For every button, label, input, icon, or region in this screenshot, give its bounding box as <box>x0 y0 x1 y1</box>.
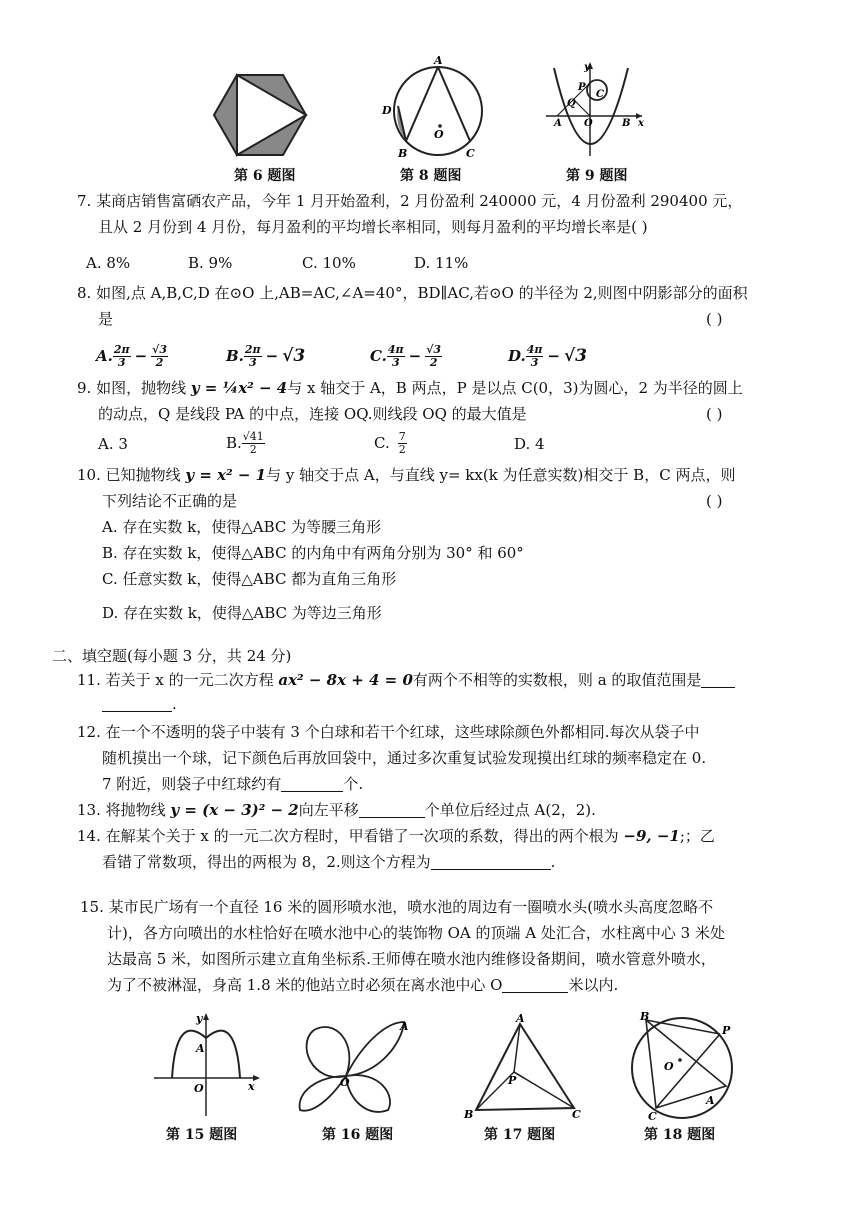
q14-answer-blank[interactable] <box>431 853 551 870</box>
q8-d-tail: √3 <box>564 346 588 366</box>
q8-b-op: − <box>265 347 279 365</box>
svg-text:A: A <box>554 118 562 129</box>
q8-option-b-letter: B. <box>226 347 244 365</box>
q8-a-den2: 2 <box>155 355 164 369</box>
q11-line2 <box>102 694 177 714</box>
svg-text:D: D <box>382 104 392 117</box>
q15-line3: 达最高 5 米，如图所示建立直角坐标系.王师傅在喷水池内维修设备期间，喷水管意外喷水， <box>107 950 716 968</box>
q7-option-d: D. 11% <box>414 254 469 272</box>
figure-9-caption: 第 9 题图 <box>566 168 628 184</box>
q13-answer-blank[interactable] <box>359 801 425 818</box>
q7-line1: 7. 某商店销售富硒农产品，今年 1 月开始盈利，2 月份盈利 240000 元，4 月份盈利 290400 元， <box>77 192 743 210</box>
figure-15-fountain <box>152 1012 262 1120</box>
section-2-title: 二、填空题(每小题 3 分，共 24 分) <box>52 647 292 665</box>
q13-line <box>77 800 596 820</box>
svg-text:A: A <box>400 1020 409 1033</box>
q11-line1-post: 有两个不相等的实数根，则 a 的取值范围是 <box>412 671 702 689</box>
q14-line1-pre: 14. 在解某个关于 x 的一元二次方程时，甲看错了一次项的系数，得出的两个根为 <box>77 827 624 845</box>
svg-text:y: y <box>584 62 590 73</box>
q13-mid: 向左平移 <box>298 801 359 819</box>
figure-6-hexagon <box>212 70 308 160</box>
svg-text:O: O <box>584 118 593 129</box>
q12-answer-blank[interactable] <box>281 775 343 792</box>
svg-text:B: B <box>398 147 408 160</box>
q14-line2 <box>102 852 555 872</box>
q13-equation: y = (x − 3)² − 2 <box>170 801 299 819</box>
svg-text:C: C <box>596 89 604 100</box>
svg-text:C: C <box>648 1110 657 1122</box>
q10-equation: y = x² − 1 <box>185 466 267 484</box>
q8-option-b <box>226 340 305 372</box>
q11-answer-blank-1[interactable] <box>701 671 735 688</box>
svg-text:O: O <box>664 1060 674 1073</box>
svg-text:O: O <box>194 1082 204 1095</box>
q14-line2-pre: 看错了常数项，得出的两根为 8，2.则这个方程为 <box>102 853 431 871</box>
q9-b-den: 2 <box>249 442 257 456</box>
q10-line2: 下列结论不正确的是 <box>102 492 238 510</box>
q10-option-b: B. 存在实数 k，使得△ABC 的内角中有两角分别为 30° 和 60° <box>102 544 524 562</box>
q8-d-num1: 4π <box>526 342 543 356</box>
q9-option-c-letter: C. <box>374 434 390 452</box>
q7-option-c: C. 10% <box>302 254 356 272</box>
q9-b-num: √41 <box>242 429 264 443</box>
svg-text:x: x <box>638 118 644 129</box>
svg-text:B: B <box>622 118 631 129</box>
q8-option-a <box>96 340 168 372</box>
q9-equation: y = ¼x² − 4 <box>190 379 288 397</box>
q12-line2: 随机摸出一个球，记下颜色后再放回袋中，通过多次重复试验发现摸出红球的频率稳定在 0. <box>102 749 707 767</box>
q9-option-a: A. 3 <box>98 435 128 453</box>
q8-line1: 8. 如图,点 A,B,C,D 在⊙O 上,AB=AC,∠A=40°，BD∥AC,若⊙O 的半径为 2,则图中阴影部分的面积 <box>77 284 748 302</box>
figure-8-circle <box>376 56 496 162</box>
svg-text:x: x <box>248 1080 255 1093</box>
svg-text:P: P <box>578 82 586 93</box>
q11-line1 <box>77 670 735 690</box>
q9-line1-pre: 9. 如图，抛物线 <box>77 379 191 397</box>
q10-line1-pre: 10. 已知抛物线 <box>77 466 186 484</box>
q12-line3-pre: 7 附近，则袋子中红球约有 <box>102 775 282 793</box>
q10-line1-post: 与 y 轴交于点 A，与直线 y= kx(k 为任意实数)相交于 B，C 两点，则 <box>266 466 736 484</box>
svg-text:A: A <box>516 1014 525 1025</box>
q8-answer-paren: ( ) <box>706 310 723 328</box>
q9-option-b <box>226 427 265 459</box>
q10-option-c: C. 任意实数 k，使得△ABC 都为直角三角形 <box>102 570 397 588</box>
q9-answer-paren: ( ) <box>706 405 723 423</box>
q8-option-d <box>508 340 587 372</box>
svg-text:P: P <box>722 1024 731 1037</box>
q8-option-d-letter: D. <box>508 347 526 365</box>
q8-line2: 是 <box>98 310 114 328</box>
figure-17-triangle <box>462 1014 586 1120</box>
svg-text:Q: Q <box>567 98 576 109</box>
q8-c-op: − <box>408 347 422 365</box>
q14-line1-post: ;；乙 <box>679 827 715 845</box>
q13-pre: 13. 将抛物线 <box>77 801 171 819</box>
q11-line2-end: . <box>172 695 177 713</box>
q9-option-d: D. 4 <box>514 435 545 453</box>
q8-c-num2: √3 <box>426 342 442 356</box>
q15-line1: 15. 某市民广场有一个直径 16 米的圆形喷水池，喷水池的周边有一圈喷水头(喷水头高度忽略不 <box>80 898 714 916</box>
q8-a-num2: √3 <box>152 342 168 356</box>
q8-c-den1: 3 <box>391 355 400 369</box>
q9-option-b-letter: B. <box>226 434 242 452</box>
q8-option-c-letter: C. <box>370 347 387 365</box>
q9-line2: 的动点，Q 是线段 PA 的中点，连接 OQ.则线段 OQ 的最大值是 <box>98 405 527 423</box>
svg-text:B: B <box>464 1108 474 1120</box>
q12-line3-post: 个. <box>343 775 364 793</box>
svg-text:O: O <box>434 128 444 141</box>
q10-answer-paren: ( ) <box>706 492 723 510</box>
svg-text:C: C <box>572 1108 581 1120</box>
q8-b-den1: 3 <box>248 355 257 369</box>
figure-16-petals <box>292 1014 412 1120</box>
svg-text:A: A <box>706 1094 715 1107</box>
svg-text:B: B <box>640 1012 650 1023</box>
figure-18-circle <box>626 1012 744 1122</box>
q8-d-op: − <box>547 347 560 365</box>
q10-line1 <box>77 465 735 485</box>
q15-line4 <box>107 975 618 995</box>
q11-answer-blank-2[interactable] <box>102 695 172 712</box>
q14-roots: −9, −1 <box>623 827 680 845</box>
q9-option-c <box>374 427 407 459</box>
q8-b-tail: √3 <box>282 346 306 366</box>
q7-option-a: A. 8% <box>86 254 131 272</box>
q8-c-num1: 4π <box>387 342 404 356</box>
figure-18-caption: 第 18 题图 <box>644 1127 716 1143</box>
figure-17-caption: 第 17 题图 <box>484 1127 556 1143</box>
svg-text:O: O <box>340 1076 350 1089</box>
q14-line2-post: . <box>550 853 556 871</box>
figure-9-parabola <box>542 60 646 160</box>
q8-option-a-letter: A. <box>96 347 113 365</box>
q15-line4-pre: 为了不被淋湿，身高 1.8 米的他站立时必须在离水池中心 O <box>107 976 503 994</box>
q9-line1 <box>77 378 743 398</box>
q9-line1-post: 与 x 轴交于 A，B 两点，P 是以点 C(0，3)为圆心，2 为半径的圆上 <box>287 379 743 397</box>
svg-text:A: A <box>434 56 443 67</box>
q12-line1: 12. 在一个不透明的袋子中装有 3 个白球和若干个红球，这些球除颜色外都相同.每次从袋子中 <box>77 723 700 741</box>
q10-option-d: D. 存在实数 k，使得△ABC 为等边三角形 <box>102 604 382 622</box>
q10-option-a: A. 存在实数 k，使得△ABC 为等腰三角形 <box>102 518 382 536</box>
q8-c-den2: 2 <box>429 355 438 369</box>
figure-15-caption: 第 15 题图 <box>166 1127 238 1143</box>
q8-option-c <box>370 340 442 372</box>
q15-line4-post: 米以内. <box>568 976 619 994</box>
q12-line3 <box>102 774 363 794</box>
q8-a-op: − <box>134 347 148 365</box>
svg-text:P: P <box>508 1074 517 1087</box>
q15-line2: 计)，各方向喷出的水柱恰好在喷水池中心的装饰物 OA 的顶端 A 处汇合，水柱离中心 3 米处 <box>107 924 725 942</box>
q8-b-num1: 2π <box>244 342 261 356</box>
figure-8-caption: 第 8 题图 <box>400 168 462 184</box>
q13-post: 个单位后经过点 A(2，2). <box>424 801 596 819</box>
q11-line1-pre: 11. 若关于 x 的一元二次方程 <box>77 671 279 689</box>
q14-line1 <box>77 826 715 846</box>
q7-line2: 且从 2 月份到 4 月份，每月盈利的平均增长率相同，则每月盈利的平均增长率是( ) <box>98 218 648 236</box>
q8-a-den1: 3 <box>117 355 126 369</box>
q7-option-b: B. 9% <box>188 254 233 272</box>
q8-a-num1: 2π <box>113 342 130 356</box>
q8-d-den1: 3 <box>530 355 539 369</box>
svg-text:C: C <box>466 147 475 160</box>
figure-16-caption: 第 16 题图 <box>322 1127 394 1143</box>
svg-text:A: A <box>196 1042 205 1055</box>
q9-c-num: 7 <box>398 429 406 443</box>
q15-answer-blank[interactable] <box>502 976 568 993</box>
svg-text:y: y <box>196 1012 203 1025</box>
figure-6-caption: 第 6 题图 <box>234 168 296 184</box>
q9-c-den: 2 <box>398 442 406 456</box>
q11-equation: ax² − 8x + 4 = 0 <box>278 671 413 689</box>
